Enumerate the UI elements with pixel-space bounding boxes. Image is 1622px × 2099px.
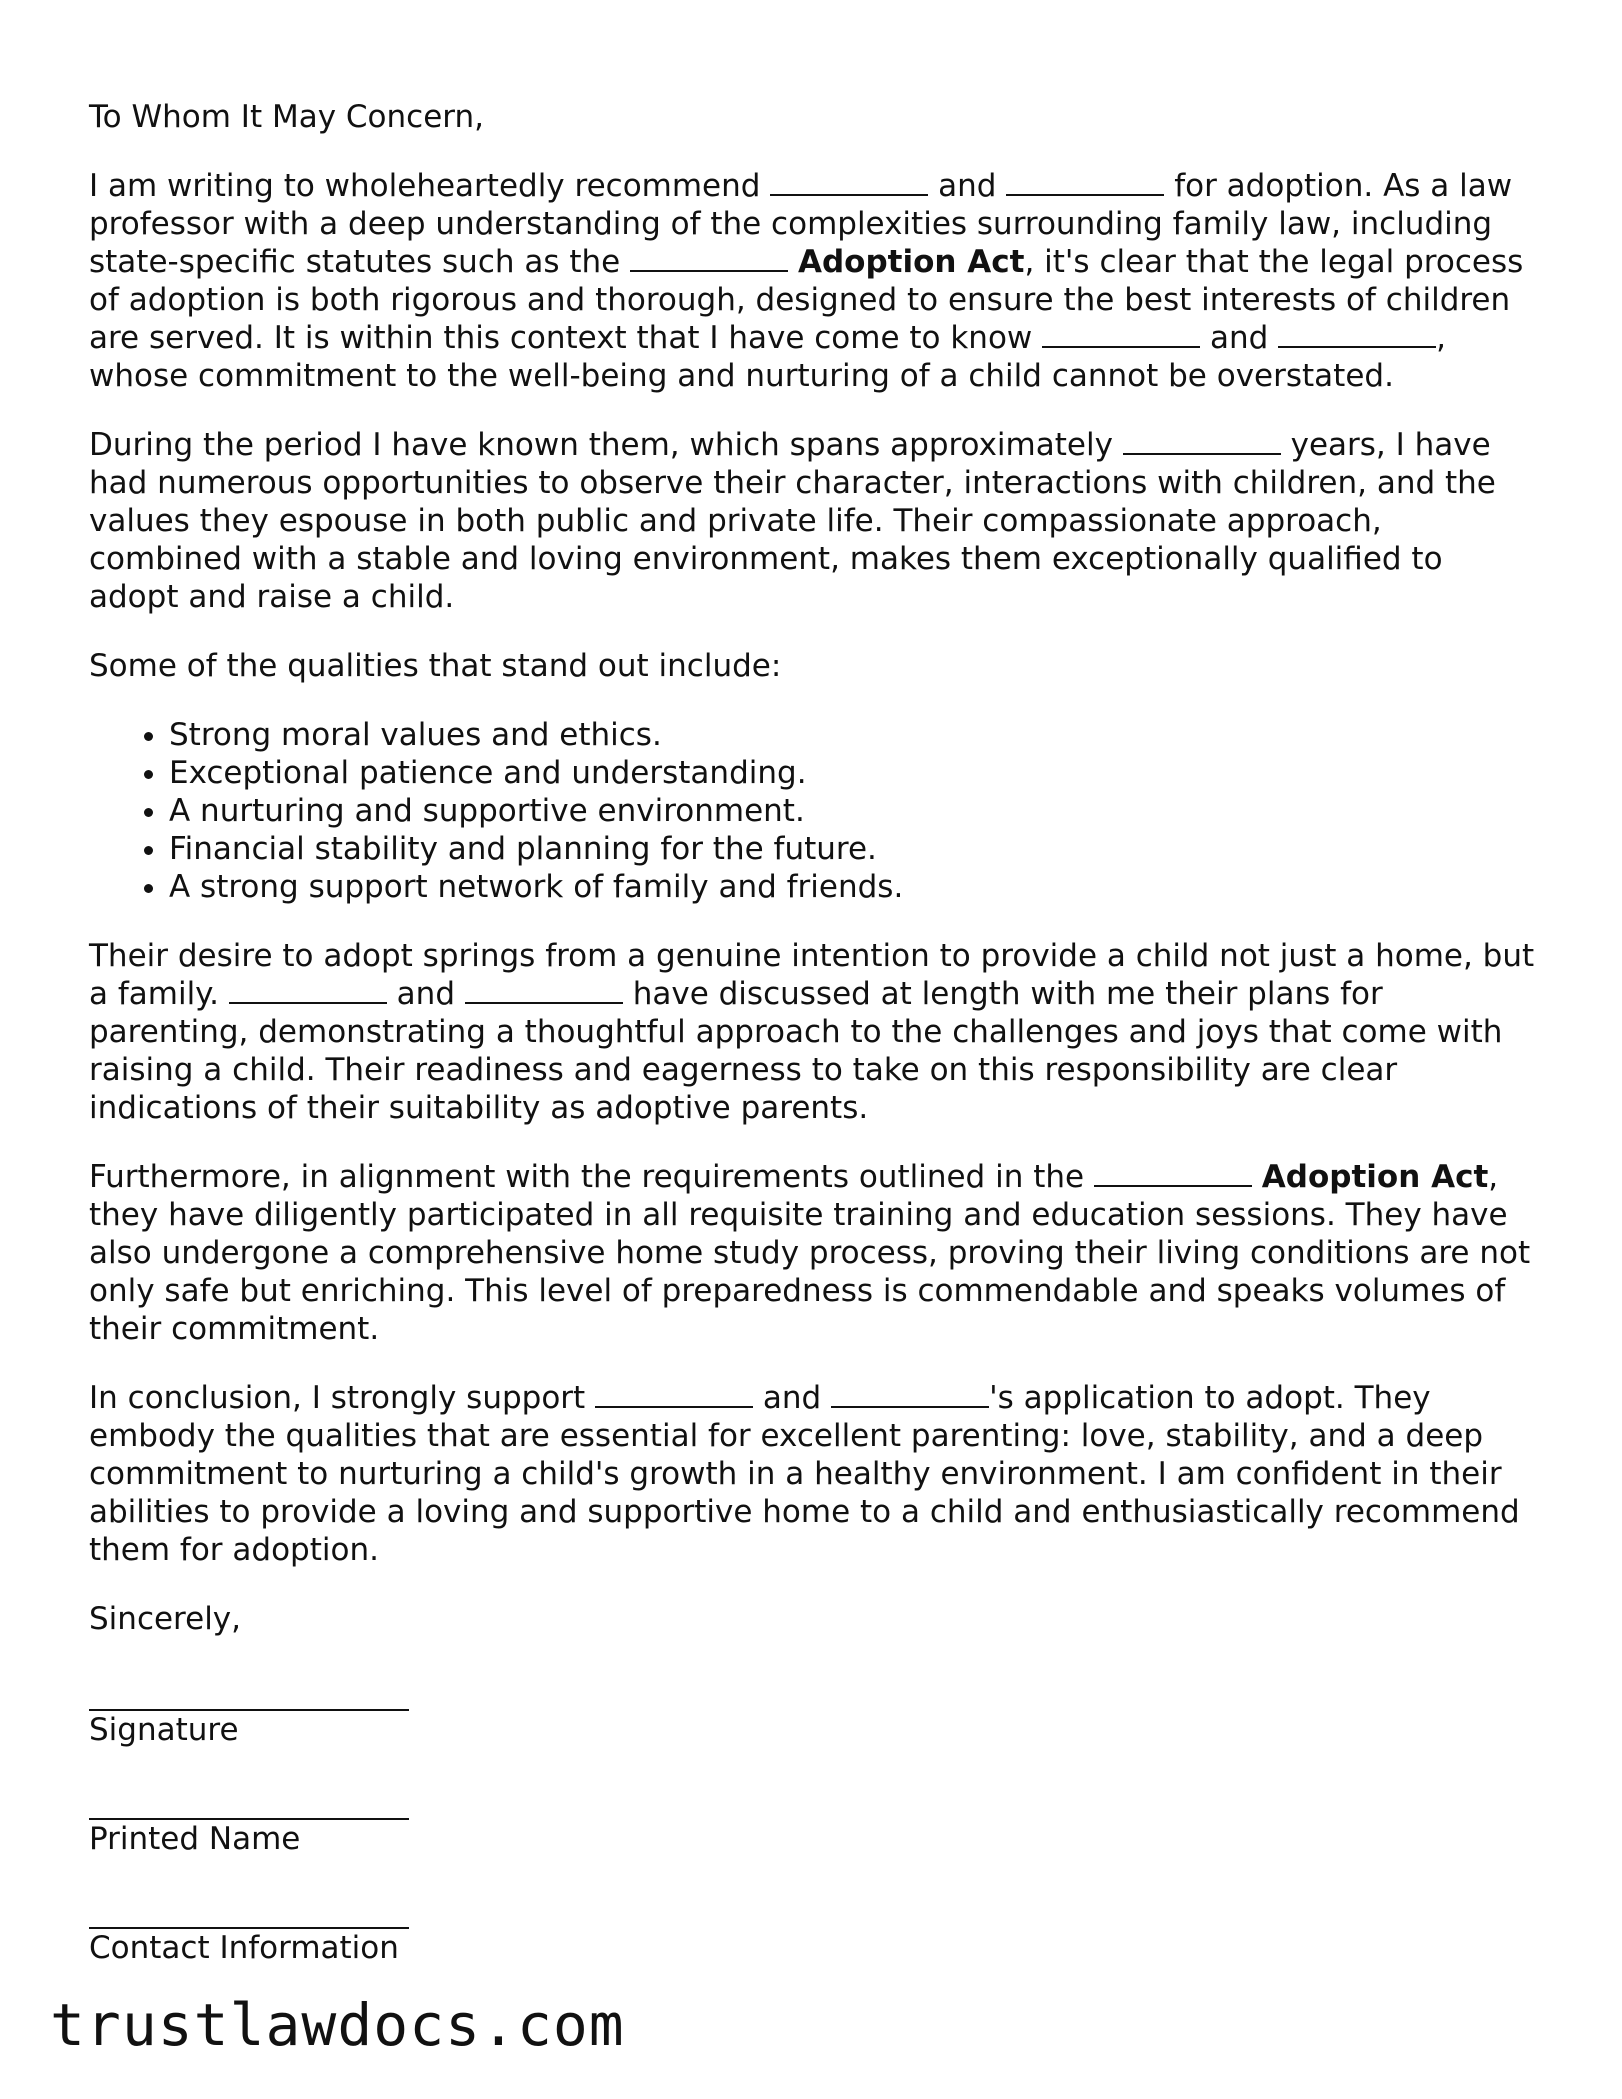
contact-information-line[interactable] xyxy=(89,1887,409,1929)
requirements-text-2: , they have diligently participated in all requisite training and education sessions. They have also undergone a comprehensive home study process, proving their living conditions are not only safe but enriching. This level of preparedness is commendable and speaks volumes of their commitment. xyxy=(89,1159,1531,1347)
qualities-intro: Some of the qualities that stand out include: xyxy=(89,648,782,684)
paragraph-desire xyxy=(89,937,1539,1127)
conclusion-text-3: 's application to adopt. They embody the qualities that are essential for excellent parenting: love, stability, and a deep commitment to nurturing a child's growth in a healthy environment. I am confident in their abilities to provide a loving and supportive home to a child and enthusiastically recommend them for adoption. xyxy=(89,1380,1520,1568)
state-name-blank-2[interactable] xyxy=(1094,1158,1252,1187)
applicant-2-name-blank-3[interactable] xyxy=(465,975,623,1004)
watermark: trustlawdocs.com xyxy=(50,1991,625,2059)
conclusion-text-1: In conclusion, I strongly support xyxy=(89,1380,596,1416)
qualities-list xyxy=(89,716,1539,906)
list-item: • A strong support network of family and friends. xyxy=(169,868,1539,906)
applicant-1-name-blank-4[interactable] xyxy=(595,1379,753,1408)
salutation: To Whom It May Concern, xyxy=(89,99,484,135)
requirements-text-1: Furthermore, in alignment with the requirements outlined in the xyxy=(89,1159,1094,1195)
intro-text-4: , it's clear that the legal process of adoption is both rigorous and thorough, designed to ensure the best interests of children are served. It is within this context that I have come to know xyxy=(89,244,1524,356)
acquaintance-text-1: During the period I have known them, which spans approximately xyxy=(89,427,1123,463)
applicant-2-name-blank-2[interactable] xyxy=(1278,319,1436,348)
printed-name-label: Printed Name xyxy=(89,1821,301,1857)
intro-text-6: , whose commitment to the well-being and nurturing of a child cannot be overstated. xyxy=(89,320,1447,394)
list-item: • A nurturing and supportive environment. xyxy=(169,792,1539,830)
list-item: • Strong moral values and ethics. xyxy=(169,716,1539,754)
acquaintance-text-2: years, I have had numerous opportunities to observe their character, interactions with children, and the values they espouse in both public and private life. Their compassionate approach, combined with a stable and loving environment, makes them exceptionally qualified to adopt and raise a child. xyxy=(89,427,1496,615)
paragraph-introduction xyxy=(89,167,1539,395)
intro-text-2: and xyxy=(928,168,1007,204)
adoption-act-title-2: Adoption Act xyxy=(1261,1159,1489,1195)
intro-text-5: and xyxy=(1200,320,1279,356)
list-item: • Financial stability and planning for the future. xyxy=(169,830,1539,868)
applicant-2-name-blank[interactable] xyxy=(1006,167,1164,196)
list-item: • Exceptional patience and understanding. xyxy=(169,754,1539,792)
signature-line[interactable] xyxy=(89,1669,409,1711)
intro-text-3: for adoption. As a law professor with a deep understanding of the complexities surrounding family law, including state-specific statutes such as the xyxy=(89,168,1513,280)
printed-name-line[interactable] xyxy=(89,1778,409,1820)
desire-text-3: have discussed at length with me their plans for parenting, demonstrating a thoughtful approach to the challenges and joys that come with raising a child. Their readiness and eagerness to take on this responsibility are clear indications of their suitability as adoptive parents. xyxy=(89,976,1503,1126)
adoption-act-title: Adoption Act xyxy=(797,244,1025,280)
signature-label: Signature xyxy=(89,1712,239,1748)
desire-text-2: and xyxy=(386,976,465,1012)
desire-text-1: Their desire to adopt springs from a genuine intention to provide a child not just a home, but a family. xyxy=(89,938,1535,1012)
applicant-1-name-blank[interactable] xyxy=(770,167,928,196)
state-name-blank[interactable] xyxy=(630,243,788,272)
letter-body xyxy=(89,98,1539,1996)
applicant-1-name-blank-3[interactable] xyxy=(229,975,387,1004)
paragraph-requirements xyxy=(89,1158,1539,1348)
applicant-1-name-blank-2[interactable] xyxy=(1042,319,1200,348)
paragraph-acquaintance xyxy=(89,426,1539,616)
paragraph-conclusion xyxy=(89,1379,1539,1569)
contact-information-label: Contact Information xyxy=(89,1930,399,1966)
signature-block xyxy=(89,1669,1539,1967)
years-known-blank[interactable] xyxy=(1123,426,1281,455)
conclusion-text-2: and xyxy=(753,1380,832,1416)
closing: Sincerely, xyxy=(89,1601,242,1637)
intro-text-1: I am writing to wholeheartedly recommend xyxy=(89,168,771,204)
applicant-2-name-blank-4[interactable] xyxy=(831,1379,989,1408)
